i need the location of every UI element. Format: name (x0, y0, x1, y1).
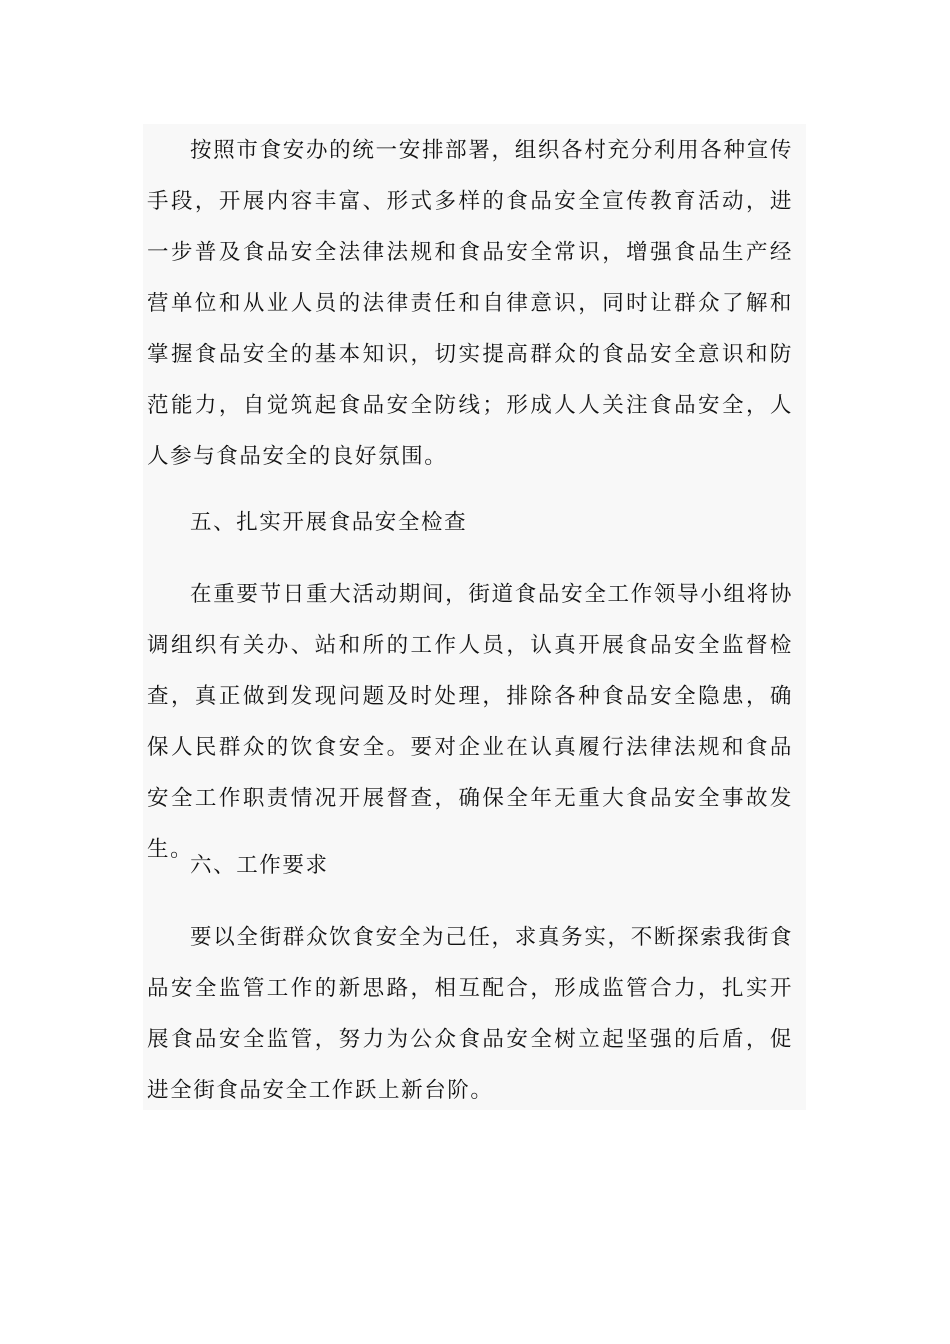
document-text-block (143, 124, 806, 1110)
paragraph-inspection: 在重要节日重大活动期间，街道食品安全工作领导小组将协调组织有关办、站和所的工作人员，认真开展食品安全监督检查，真正做到发现问题及时处理，排除各种食品安全隐患，确保人民群众的饮食安全。要对企业在认真履行法律法规和食品安全工作职责情况开展督查，确保全年无重大食品安全事故发生。 (147, 582, 793, 862)
section-heading-requirements: 六、工作要求 (190, 853, 329, 878)
section-heading-inspection: 五、扎实开展食品安全检查 (190, 510, 468, 535)
paragraph-requirements: 要以全街群众饮食安全为己任，求真务实，不断探索我街食品安全监管工作的新思路，相互配合，形成监管合力，扎实开展食品安全监管，努力为公众食品安全树立起坚强的后盾，促进全街食品安全工作跃上新台阶。 (147, 925, 793, 1103)
paragraph-publicity-education: 按照市食安办的统一安排部署，组织各村充分利用各种宣传手段，开展内容丰富、形式多样的食品安全宣传教育活动，进一步普及食品安全法律法规和食品安全常识，增强食品生产经营单位和从业人员的法律责任和自律意识，同时让群众了解和掌握食品安全的基本知识，切实提高群众的食品安全意识和防范能力，自觉筑起食品安全防线；形成人人关注食品安全，人人参与食品安全的良好氛围。 (147, 138, 793, 469)
